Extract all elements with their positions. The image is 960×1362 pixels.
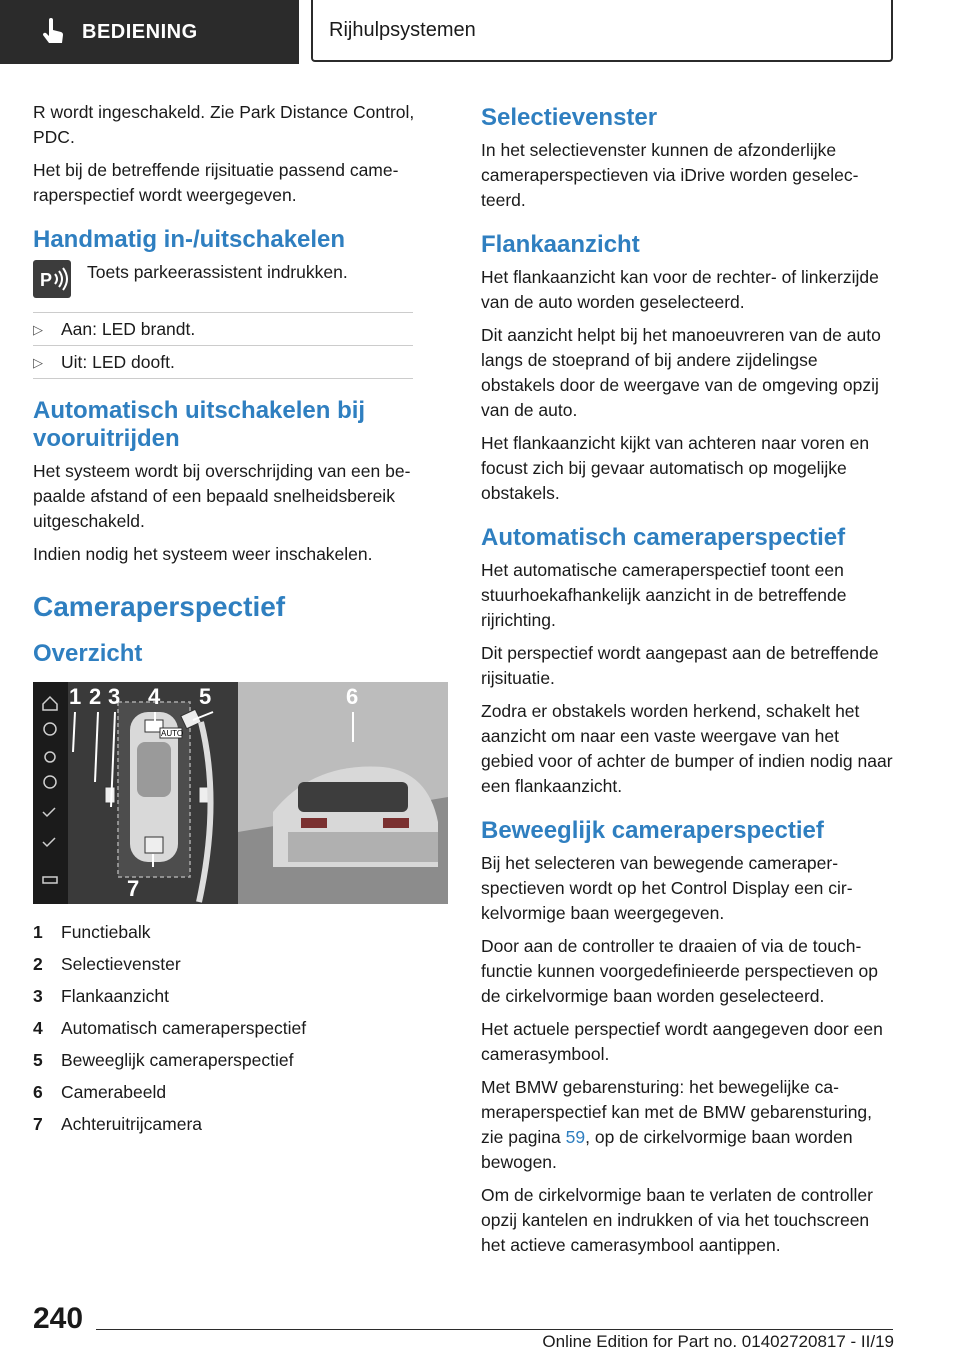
legend-text: Functiebalk: [61, 921, 151, 942]
legend-number: 3: [33, 985, 43, 1006]
page-link-59[interactable]: 59: [565, 1127, 586, 1147]
legend-text: Camerabeeld: [61, 1081, 167, 1102]
figure-label-1: 1: [69, 684, 82, 709]
moving-text-3: Het actuele perspectief wordt aangegeven door een camerasymbool.: [481, 1019, 883, 1064]
left-column: [33, 100, 448, 1140]
section-tab: [0, 0, 299, 64]
led-bullet-list: [33, 312, 413, 379]
legend-text: Selectievenster: [61, 953, 181, 974]
list-item: [33, 346, 413, 379]
page-number: 240: [33, 1302, 84, 1335]
legend-item: [33, 948, 448, 980]
legend-item: [33, 1044, 448, 1076]
chapter-title: Rijhulpsystemen: [329, 18, 476, 41]
heading-auto-camera: Automatisch cameraperspectief: [481, 524, 846, 551]
camera-display-figure: [33, 682, 448, 904]
legend-text: Beweeglijk cameraperspectief: [61, 1049, 294, 1070]
auto-camera-text-1: Het automatische cameraperspectief toont een stuurhoekafhankelijk aanzicht in de betreffende rijrichting.: [481, 560, 847, 630]
svg-text:P: P: [40, 270, 53, 290]
heading-manual: Handmatig in-/uitschakelen: [33, 226, 346, 253]
auto-off-text-2: Indien nodig het systeem weer inschakelen.: [33, 544, 373, 564]
legend-text: Achteruitrijcamera: [61, 1113, 203, 1134]
heading-moving-camera: Beweeglijk cameraperspectief: [481, 817, 824, 844]
figure-label-4: 4: [148, 684, 161, 709]
heading-flank-view: Flankaanzicht: [481, 231, 640, 258]
legend-number: 4: [33, 1017, 43, 1038]
heading-overview: Overzicht: [33, 640, 143, 667]
legend-number: 1: [33, 921, 43, 942]
button-instruction: [33, 260, 448, 298]
list-item-text: Uit: LED dooft.: [61, 351, 175, 372]
intro-text-2: Het bij de betreffende rijsituatie passend cameraperspectief wordt weergegeven.: [33, 160, 399, 205]
flank-text-3: Het flankaanzicht kijkt van achteren naar voren en focust zich bij gevaar automatisch op mogelijke obstakels.: [481, 433, 870, 503]
triangle-bullet-icon: ▷: [33, 354, 43, 370]
moving-text-5: Om de cirkelvormige baan te verlaten de controller opzij kantelen en indrukken of via het touchscreen het actieve camerasymbool aantippen.: [481, 1185, 873, 1255]
moving-text-4: [481, 1075, 896, 1175]
chapter-header: [311, 0, 893, 62]
legend-number: 2: [33, 953, 43, 974]
legend-text: Automatisch cameraperspectief: [61, 1017, 307, 1038]
legend-number: 5: [33, 1049, 43, 1070]
legend-item: [33, 1108, 448, 1140]
legend-text: Flankaanzicht: [61, 985, 169, 1006]
triangle-bullet-icon: ▷: [33, 321, 43, 337]
figure-label-3: 3: [108, 684, 121, 709]
footer-edition: Online Edition for Part no. 01402720817 - II/19: [542, 1332, 894, 1351]
heading-selection-window: Selectievenster: [481, 104, 658, 131]
legend-item: [33, 916, 448, 948]
moving-text-2: Door aan de controller te draaien of via de touchfunctie kunnen voorgedefinieerde perspectieven op de cirkelvormige baan worden geselecteerd.: [481, 936, 878, 1006]
intro-text-1: R wordt ingeschakeld. Zie Park Distance Control, PDC.: [33, 102, 415, 147]
auto-off-text-1: Het systeem wordt bij overschrijding van een bepaalde afstand of een bepaald snelheidsbereik uitgeschakeld.: [33, 461, 411, 531]
moving-text-1: Bij het selecteren van bewegende cameraperspectieven wordt op het Control Display een cirkelvormige baan weergegeven.: [481, 853, 853, 923]
flank-text-1: Het flankaanzicht kan voor de rechter- of linkerzijde van de auto worden geselecteerd.: [481, 267, 879, 312]
figure-legend: [33, 916, 448, 1140]
figure-label-6: 6: [346, 684, 359, 709]
figure-label-7: 7: [127, 876, 140, 901]
list-item-text: Aan: LED brandt.: [61, 318, 196, 339]
park-assist-button-icon: [33, 260, 71, 298]
right-column: [481, 100, 896, 1266]
legend-item: [33, 980, 448, 1012]
hand-pointer-icon: [38, 17, 68, 47]
list-item: [33, 313, 413, 346]
auto-camera-text-2: Dit perspectief wordt aangepast aan de betreffende rijsituatie.: [481, 643, 879, 688]
legend-item: [33, 1012, 448, 1044]
moving-text-4a: Met BMW gebarensturing: het bewegelijke cameraperspectief kan met de BMW gebarensturing, zie pagina: [481, 1077, 873, 1147]
heading-auto-off: Automatisch uitschakelen bij vooruitrijden: [33, 397, 366, 452]
auto-camera-text-3: Zodra er obstakels worden herkend, schakelt het aanzicht om naar een vaste weergave van het gebied voor of achter de bumper of indien nodig naar een flankaanzicht.: [481, 701, 893, 796]
legend-number: 6: [33, 1081, 43, 1102]
auto-badge: AUTO: [161, 729, 184, 738]
selection-text: In het selectievenster kunnen de afzonderlijke cameraperspectieven via iDrive worden geselecteerd.: [481, 140, 859, 210]
figure-label-2: 2: [89, 684, 102, 709]
moving-text-4b: , op de cirkelvormige baan worden bewogen.: [481, 1127, 853, 1172]
heading-camera-perspective: Cameraperspectief: [33, 591, 286, 622]
legend-number: 7: [33, 1113, 43, 1134]
footer-divider: [96, 1329, 893, 1330]
section-title: BEDIENING: [82, 20, 198, 43]
function-bar: [33, 682, 68, 904]
button-instruction-text: Toets parkeerassistent indrukken.: [87, 262, 348, 282]
figure-label-5: 5: [199, 684, 212, 709]
flank-text-2: Dit aanzicht helpt bij het manoeuvreren van de auto langs de stoeprand of bij andere zijdelingse obstakels door de weergave van de omgeving opzij van de auto.: [481, 325, 881, 420]
legend-item: [33, 1076, 448, 1108]
